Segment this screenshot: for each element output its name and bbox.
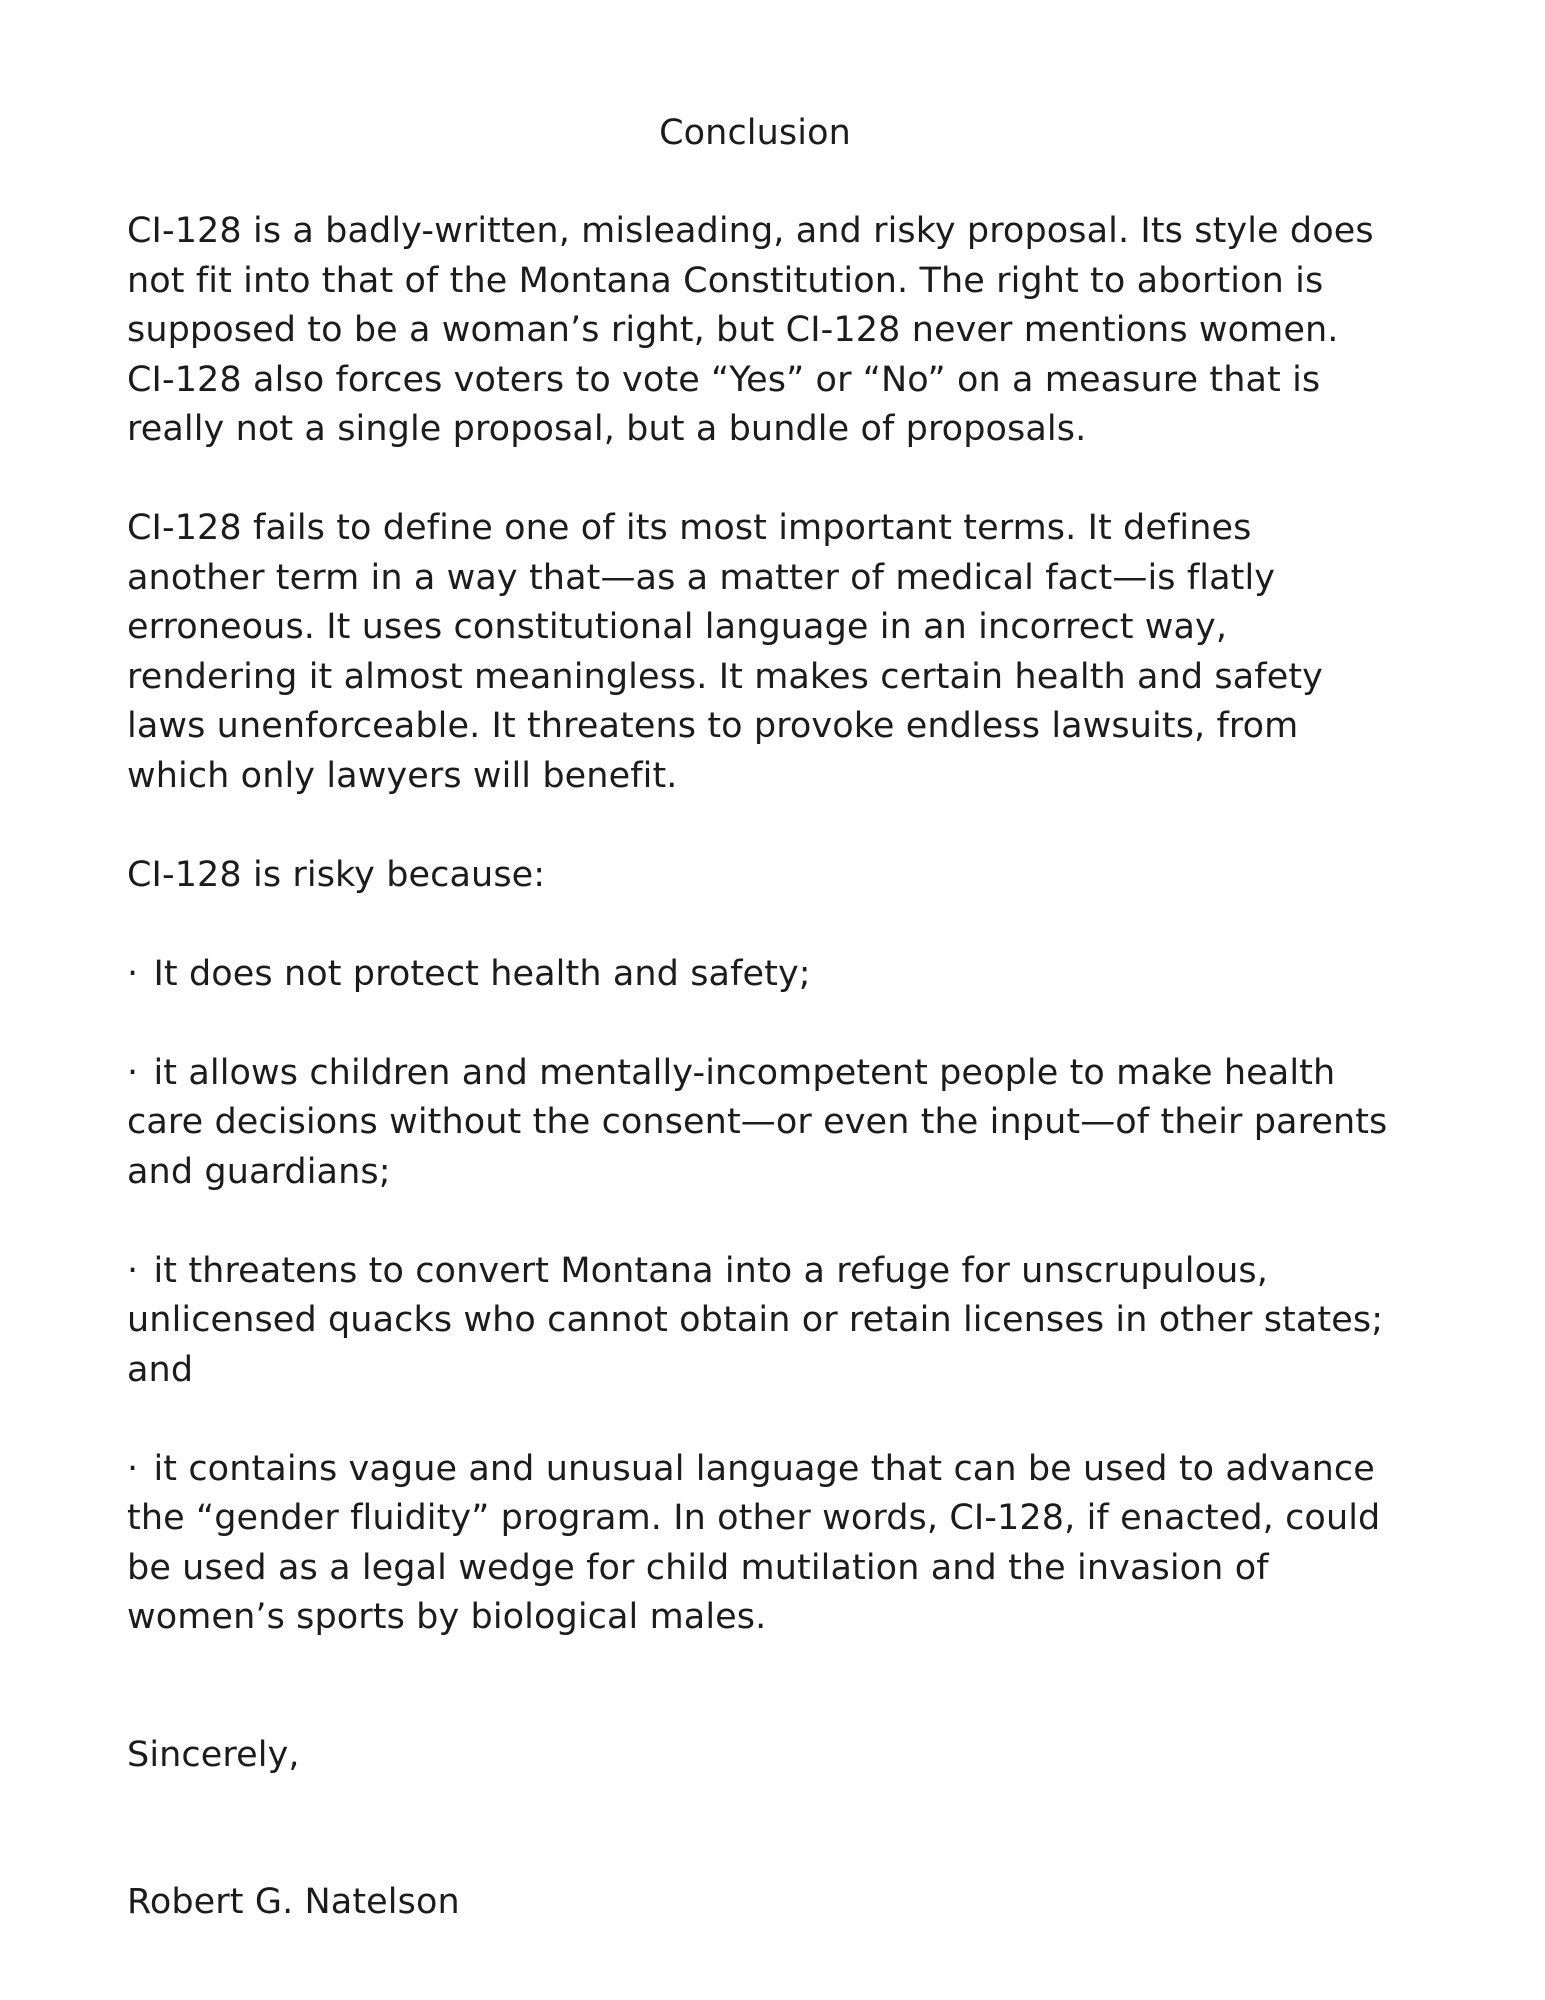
list-item	[127, 1247, 1397, 1396]
list-item	[127, 1049, 1397, 1198]
list-item-text: it allows children and mentally-incompetent people to make health care decisions without the consent—or even the input—of their parents and guardians;	[127, 1052, 1388, 1192]
bullet-marker: ·	[127, 1250, 139, 1291]
list-item-text: it threatens to convert Montana into a refuge for unscrupulous, unlicensed quacks who cannot obtain or retain licenses in other states; and	[127, 1250, 1384, 1390]
closing-salutation: Sincerely,	[127, 1735, 300, 1775]
paragraph-risk-intro: CI-128 is risky because:	[127, 854, 546, 895]
signature-name: Robert G. Natelson	[127, 1882, 460, 1922]
document-body	[127, 207, 1397, 1692]
list-item	[127, 950, 1397, 1000]
list-item-text: it contains vague and unusual language that can be used to advance the “gender fluidity” program. In other words, CI-128, if enacted, could be used as a legal wedge for child mutilation and the invasion of women’s sports by biological males.	[127, 1448, 1381, 1637]
bullet-marker: ·	[127, 953, 139, 994]
list-item	[127, 1445, 1397, 1643]
bullet-marker: ·	[127, 1052, 139, 1093]
bullet-marker: ·	[127, 1448, 139, 1489]
risk-list	[127, 950, 1397, 1643]
paragraph-defects: CI-128 fails to define one of its most important terms. It defines another term in a way that—as a matter of medical fact—is flatly erroneous. It uses constitutional language in an incorrect way, rendering it almost meaningless. It makes certain health and safety laws unenforceable. It threatens to provoke endless lawsuits, from which only lawyers will benefit.	[127, 508, 1323, 796]
paragraph-summary: CI-128 is a badly-written, misleading, and risky proposal. Its style does not fit into that of the Montana Constitution. The right to abortion is supposed to be a woman’s right, but CI-128 never mentions women. CI-128 also forces voters to vote “Yes” or “No” on a measure that is really not a single proposal, but a bundle of proposals.	[127, 211, 1374, 449]
page-title: Conclusion	[659, 113, 851, 153]
list-item-text: It does not protect health and safety;	[153, 953, 811, 994]
